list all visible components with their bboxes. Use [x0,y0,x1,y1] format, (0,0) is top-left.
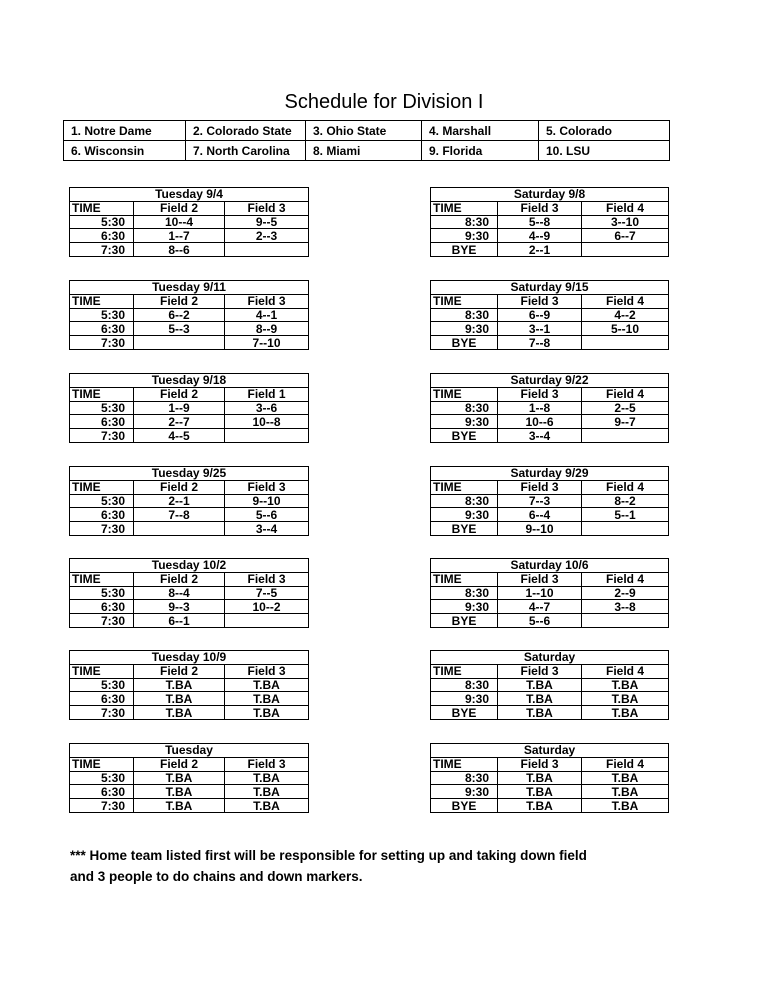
team-cell: 5. Colorado [539,121,670,141]
day-header: Tuesday 9/4 [70,188,309,202]
time-column-header: TIME [70,201,134,215]
matchup-cell: 9--5 [225,215,309,229]
matchup-cell [582,336,669,350]
day-header: Tuesday [70,744,309,758]
time-cell: 9:30 [431,229,498,243]
matchup-cell: 2--9 [582,586,669,600]
matchup-cell: 4--2 [582,308,669,322]
matchup-cell: T.BA [582,678,669,692]
field-column-header: Field 3 [498,757,582,771]
matchup-cell: T.BA [498,692,582,706]
tuesday-schedule [69,373,309,443]
field-column-header: Field 3 [498,387,582,401]
saturday-schedule [430,280,669,350]
matchup-cell: 10--8 [225,415,309,429]
saturday-schedule [430,373,669,443]
matchup-cell [225,243,309,257]
matchup-cell: 2--5 [582,401,669,415]
game-row [70,678,309,692]
time-column-header: TIME [70,480,134,494]
team-cell: 9. Florida [422,141,539,161]
matchup-cell: 2--1 [134,494,225,508]
matchup-cell: 8--9 [225,322,309,336]
field-column-header: Field 3 [225,664,309,678]
matchup-cell: 9--10 [225,494,309,508]
team-row [64,121,670,141]
game-row [70,401,309,415]
tuesday-schedule [69,743,309,813]
team-cell: 4. Marshall [422,121,539,141]
day-header-row [431,281,669,295]
game-row [431,600,669,614]
field-column-header: Field 1 [225,387,309,401]
time-cell: BYE [431,614,498,628]
matchup-cell: 8--4 [134,586,225,600]
time-column-header: TIME [70,294,134,308]
matchup-cell: T.BA [225,771,309,785]
column-header-row [431,201,669,215]
game-row [431,494,669,508]
game-row [431,771,669,785]
day-header: Saturday [431,744,669,758]
day-header: Saturday 9/15 [431,281,669,295]
day-header-row [431,744,669,758]
team-list-table [63,120,670,161]
matchup-cell: T.BA [134,692,225,706]
time-cell: 5:30 [70,771,134,785]
time-column-header: TIME [431,572,498,586]
column-header-row [431,387,669,401]
time-cell: 7:30 [70,522,134,536]
column-header-row [431,757,669,771]
column-header-row [70,480,309,494]
matchup-cell [582,522,669,536]
game-row [431,508,669,522]
matchup-cell [582,614,669,628]
game-row [431,614,669,628]
game-row [431,429,669,443]
day-header: Tuesday 10/9 [70,651,309,665]
matchup-cell: T.BA [498,785,582,799]
day-header-row [70,374,309,388]
matchup-cell [134,522,225,536]
game-row [431,586,669,600]
saturday-schedule [430,466,669,536]
matchup-cell: 3--10 [582,215,669,229]
game-row [70,308,309,322]
field-column-header: Field 3 [225,757,309,771]
matchup-cell: T.BA [582,785,669,799]
day-header: Saturday 9/22 [431,374,669,388]
matchup-cell: T.BA [498,678,582,692]
matchup-cell: 1--7 [134,229,225,243]
day-header-row [70,744,309,758]
matchup-cell: 1--8 [498,401,582,415]
matchup-cell: T.BA [582,706,669,720]
time-column-header: TIME [70,664,134,678]
field-column-header: Field 2 [134,664,225,678]
game-row [70,429,309,443]
matchup-cell: 5--3 [134,322,225,336]
time-column-header: TIME [431,757,498,771]
team-cell: 8. Miami [306,141,422,161]
time-cell: 6:30 [70,600,134,614]
game-row [70,215,309,229]
footnote [70,845,710,887]
game-row [431,415,669,429]
matchup-cell: T.BA [225,692,309,706]
time-cell: 9:30 [431,508,498,522]
page-title: Schedule for Division I [284,91,484,113]
day-header-row [70,651,309,665]
game-row [70,586,309,600]
tuesday-schedule [69,187,309,257]
saturday-schedule [430,743,669,813]
matchup-cell: 8--6 [134,243,225,257]
field-column-header: Field 4 [582,294,669,308]
time-cell: 7:30 [70,706,134,720]
field-column-header: Field 3 [498,664,582,678]
time-cell: 8:30 [431,401,498,415]
day-header-row [431,651,669,665]
matchup-cell: 7--8 [134,508,225,522]
time-cell: 5:30 [70,308,134,322]
column-header-row [70,572,309,586]
column-header-row [70,664,309,678]
day-header: Saturday 9/29 [431,467,669,481]
matchup-cell: 2--3 [225,229,309,243]
game-row [70,522,309,536]
column-header-row [70,201,309,215]
game-row [431,785,669,799]
tuesday-schedule [69,280,309,350]
column-header-row [70,757,309,771]
team-cell: 2. Colorado State [186,121,306,141]
team-cell: 10. LSU [539,141,670,161]
time-cell: BYE [431,706,498,720]
matchup-cell: 4--5 [134,429,225,443]
matchup-cell: T.BA [225,799,309,813]
saturday-schedule [430,187,669,257]
time-cell: 9:30 [431,415,498,429]
time-cell: BYE [431,336,498,350]
field-column-header: Field 4 [582,664,669,678]
day-header: Saturday [431,651,669,665]
matchup-cell: 5--1 [582,508,669,522]
time-column-header: TIME [70,572,134,586]
field-column-header: Field 3 [225,572,309,586]
field-column-header: Field 4 [582,387,669,401]
matchup-cell: 9--3 [134,600,225,614]
tuesday-schedule [69,558,309,628]
time-column-header: TIME [431,480,498,494]
time-cell: 7:30 [70,799,134,813]
day-header-row [70,281,309,295]
game-row [70,508,309,522]
day-header-row [70,467,309,481]
field-column-header: Field 3 [225,294,309,308]
column-header-row [431,294,669,308]
matchup-cell: T.BA [134,785,225,799]
matchup-cell: 1--9 [134,401,225,415]
matchup-cell: T.BA [225,785,309,799]
field-column-header: Field 2 [134,572,225,586]
column-header-row [431,664,669,678]
matchup-cell: 5--6 [498,614,582,628]
matchup-cell: 10--2 [225,600,309,614]
column-header-row [431,480,669,494]
time-cell: 6:30 [70,508,134,522]
team-cell: 3. Ohio State [306,121,422,141]
field-column-header: Field 2 [134,387,225,401]
matchup-cell: 3--6 [225,401,309,415]
matchup-cell: T.BA [134,771,225,785]
time-cell: 6:30 [70,322,134,336]
time-cell: BYE [431,799,498,813]
time-column-header: TIME [431,664,498,678]
game-row [431,229,669,243]
day-header: Tuesday 9/11 [70,281,309,295]
matchup-cell: 6--1 [134,614,225,628]
time-cell: 7:30 [70,429,134,443]
game-row [431,336,669,350]
time-cell: 6:30 [70,785,134,799]
game-row [431,243,669,257]
matchup-cell: T.BA [134,678,225,692]
game-row [70,692,309,706]
time-cell: 5:30 [70,678,134,692]
saturday-schedule [430,558,669,628]
field-column-header: Field 3 [498,294,582,308]
day-header-row [431,188,669,202]
matchup-cell: 6--2 [134,308,225,322]
matchup-cell: 10--6 [498,415,582,429]
matchup-cell: 6--4 [498,508,582,522]
matchup-cell: T.BA [225,706,309,720]
time-column-header: TIME [70,757,134,771]
field-column-header: Field 4 [582,757,669,771]
game-row [70,336,309,350]
game-row [70,614,309,628]
matchup-cell [134,336,225,350]
matchup-cell [582,243,669,257]
team-cell: 1. Notre Dame [64,121,186,141]
matchup-cell [225,429,309,443]
day-header: Tuesday 9/25 [70,467,309,481]
matchup-cell: 5--8 [498,215,582,229]
time-cell: 5:30 [70,586,134,600]
time-cell: 5:30 [70,494,134,508]
field-column-header: Field 3 [498,201,582,215]
matchup-cell: 3--8 [582,600,669,614]
game-row [431,308,669,322]
column-header-row [70,294,309,308]
matchup-cell: 8--2 [582,494,669,508]
time-cell: 8:30 [431,308,498,322]
time-cell: 6:30 [70,229,134,243]
game-row [70,229,309,243]
matchup-cell [225,614,309,628]
matchup-cell: 2--7 [134,415,225,429]
matchup-cell: 5--10 [582,322,669,336]
game-row [70,771,309,785]
game-row [431,401,669,415]
field-column-header: Field 2 [134,480,225,494]
time-cell: BYE [431,243,498,257]
matchup-cell: T.BA [134,706,225,720]
matchup-cell: T.BA [582,692,669,706]
day-header-row [431,467,669,481]
tuesday-schedule [69,466,309,536]
matchup-cell: 3--1 [498,322,582,336]
field-column-header: Field 4 [582,480,669,494]
game-row [70,600,309,614]
team-row [64,141,670,161]
matchup-cell: 7--10 [225,336,309,350]
day-header: Tuesday 9/18 [70,374,309,388]
time-column-header: TIME [431,294,498,308]
time-column-header: TIME [431,201,498,215]
matchup-cell: T.BA [498,706,582,720]
matchup-cell: 6--9 [498,308,582,322]
game-row [431,692,669,706]
game-row [431,799,669,813]
game-row [70,243,309,257]
game-row [70,785,309,799]
day-header: Tuesday 10/2 [70,559,309,573]
time-cell: 5:30 [70,215,134,229]
matchup-cell: 5--6 [225,508,309,522]
matchup-cell: 10--4 [134,215,225,229]
footnote-line: *** Home team listed first will be responsible for setting up and taking down field [70,848,587,863]
footnote-line: and 3 people to do chains and down markers. [70,869,363,884]
matchup-cell: 7--5 [225,586,309,600]
team-cell: 7. North Carolina [186,141,306,161]
matchup-cell: T.BA [225,678,309,692]
game-row [70,494,309,508]
matchup-cell: 4--7 [498,600,582,614]
game-row [431,215,669,229]
time-cell: BYE [431,429,498,443]
time-cell: BYE [431,522,498,536]
game-row [431,706,669,720]
field-column-header: Field 2 [134,757,225,771]
game-row [70,322,309,336]
matchup-cell: T.BA [582,799,669,813]
matchup-cell: 9--7 [582,415,669,429]
column-header-row [431,572,669,586]
time-cell: 9:30 [431,600,498,614]
matchup-cell: 1--10 [498,586,582,600]
game-row [431,322,669,336]
game-row [431,678,669,692]
matchup-cell: 7--8 [498,336,582,350]
day-header-row [431,559,669,573]
field-column-header: Field 4 [582,572,669,586]
field-column-header: Field 4 [582,201,669,215]
field-column-header: Field 3 [498,480,582,494]
time-cell: 6:30 [70,692,134,706]
time-cell: 8:30 [431,215,498,229]
time-cell: 8:30 [431,586,498,600]
matchup-cell: 4--1 [225,308,309,322]
time-cell: 5:30 [70,401,134,415]
time-cell: 7:30 [70,243,134,257]
day-header-row [70,188,309,202]
matchup-cell: 6--7 [582,229,669,243]
time-cell: 8:30 [431,771,498,785]
matchup-cell: T.BA [498,799,582,813]
matchup-cell: T.BA [582,771,669,785]
day-header: Saturday 9/8 [431,188,669,202]
saturday-schedule [430,650,669,720]
time-cell: 7:30 [70,614,134,628]
game-row [70,799,309,813]
field-column-header: Field 3 [225,201,309,215]
matchup-cell: 3--4 [498,429,582,443]
matchup-cell: T.BA [134,799,225,813]
column-header-row [70,387,309,401]
time-cell: 9:30 [431,692,498,706]
day-header-row [70,559,309,573]
matchup-cell: T.BA [498,771,582,785]
matchup-cell: 2--1 [498,243,582,257]
team-cell: 6. Wisconsin [64,141,186,161]
field-column-header: Field 3 [225,480,309,494]
day-header: Saturday 10/6 [431,559,669,573]
matchup-cell: 7--3 [498,494,582,508]
field-column-header: Field 2 [134,201,225,215]
game-row [70,415,309,429]
matchup-cell: 3--4 [225,522,309,536]
tuesday-schedule [69,650,309,720]
matchup-cell: 9--10 [498,522,582,536]
time-column-header: TIME [70,387,134,401]
field-column-header: Field 2 [134,294,225,308]
time-cell: 9:30 [431,785,498,799]
game-row [431,522,669,536]
field-column-header: Field 3 [498,572,582,586]
day-header-row [431,374,669,388]
time-cell: 6:30 [70,415,134,429]
time-cell: 7:30 [70,336,134,350]
game-row [70,706,309,720]
time-cell: 8:30 [431,494,498,508]
time-cell: 9:30 [431,322,498,336]
time-cell: 8:30 [431,678,498,692]
time-column-header: TIME [431,387,498,401]
matchup-cell: 4--9 [498,229,582,243]
matchup-cell [582,429,669,443]
